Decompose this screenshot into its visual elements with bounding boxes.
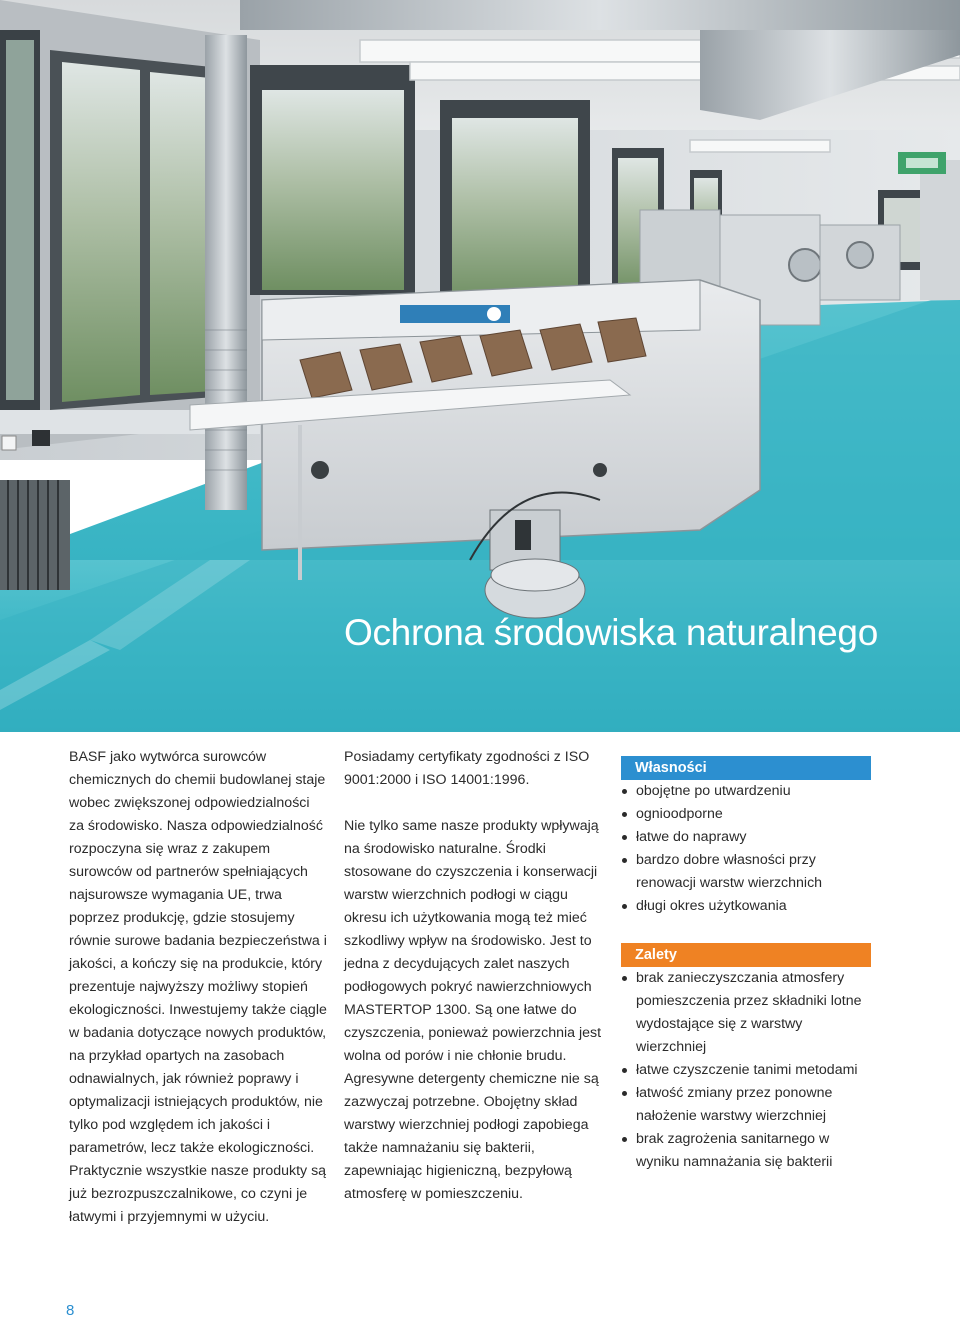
- bullet-icon: [622, 858, 627, 863]
- middle-column: [344, 746, 604, 1206]
- bullet-icon: [622, 789, 627, 794]
- properties-heading: Własności: [621, 756, 871, 780]
- left-column: [69, 746, 327, 1229]
- bullet-icon: [622, 976, 627, 981]
- bullet-icon: [622, 812, 627, 817]
- list-item: brak zanieczyszczania atmosfery pomieszczenia przez składniki lotne wydostające się z warstwy wierzchniej: [621, 967, 871, 1059]
- bullet-icon: [622, 1137, 627, 1142]
- bullet-icon: [622, 904, 627, 909]
- properties-list: [621, 780, 871, 918]
- list-item: łatwe do naprawy: [621, 826, 871, 849]
- paragraph-spacer: [344, 792, 604, 815]
- bullet-icon: [622, 835, 627, 840]
- intro-paragraph: BASF jako wytwórca surowców chemicznych do chemii budowlanej staje wobec zwiększonej odpowiedzialności za środowisko. Nasza odpowiedzialność rozpoczyna się wraz z zakupem surowców od partnerów spełniających najsurowsze wymagania UE, trwa poprzez produkcję, gdzie stosujemy równie surowe badania bezpieczeństwa i jakości, a kończy się na produkcie, który prezentuje najwyższy możliwy stopień ekologiczności. Inwestujemy także ciągle w badania dotyczące nowych produktów, na przykład opartych na zasobach odnawialnych, jak również poprawy i optymalizacji istniejących produktów, nie tylko pod względem ich jakości i parametrów, lecz także ekologiczności. Praktycznie wszystkie nasze produkty są już bezrozpuszczalnikowe, co czyni je łatwymi i przyjemnymi w użyciu.: [69, 749, 327, 1225]
- page-number: 8: [66, 1302, 75, 1319]
- advantages-box: [621, 943, 871, 1174]
- list-item: obojętne po utwardzeniu: [621, 780, 871, 803]
- bullet-icon: [622, 1068, 627, 1073]
- advantages-list: [621, 967, 871, 1174]
- list-item: łatwość zmiany przez ponowne nałożenie warstwy wierzchniej: [621, 1082, 871, 1128]
- list-item: brak zagrożenia sanitarnego w wyniku namnażania się bakterii: [621, 1128, 871, 1174]
- cleaning-paragraph: Nie tylko same nasze produkty wpływają na środowisko naturalne. Środki stosowane do czyszczenia i konserwacji warstw wierzchnich podłogi w ciągu okresu ich użytkowania mogą też mieć szkodliwy wpływ na środowisko. Jest to jedna z decydujących zalet naszych podłogowych pokryć nawierzchniowych MASTERTOP 1300. Są one łatwe do czyszczenia, ponieważ powierzchnia jest wolna od porów i nie chłonie brudu. Agresywne detergenty chemiczne nie są zazwyczaj potrzebne. Obojętny skład warstwy wierzchniej podłogi zapobiega także namnażaniu się bakterii, zapewniając higieniczną, bezpyłową atmosferę w pomieszczeniu.: [344, 818, 602, 1202]
- advantages-heading: Zalety: [621, 943, 871, 967]
- properties-box: [621, 756, 871, 918]
- list-item: łatwe czyszczenie tanimi metodami: [621, 1059, 871, 1082]
- page-title: Ochrona środowiska naturalnego: [344, 612, 878, 653]
- list-item: długi okres użytkowania: [621, 895, 871, 918]
- list-item: ognioodporne: [621, 803, 871, 826]
- list-item: bardzo dobre własności przy renowacji warstw wierzchnich: [621, 849, 871, 895]
- bullet-icon: [622, 1091, 627, 1096]
- certification-paragraph: Posiadamy certyfikaty zgodności z ISO 9001:2000 i ISO 14001:1996.: [344, 749, 590, 788]
